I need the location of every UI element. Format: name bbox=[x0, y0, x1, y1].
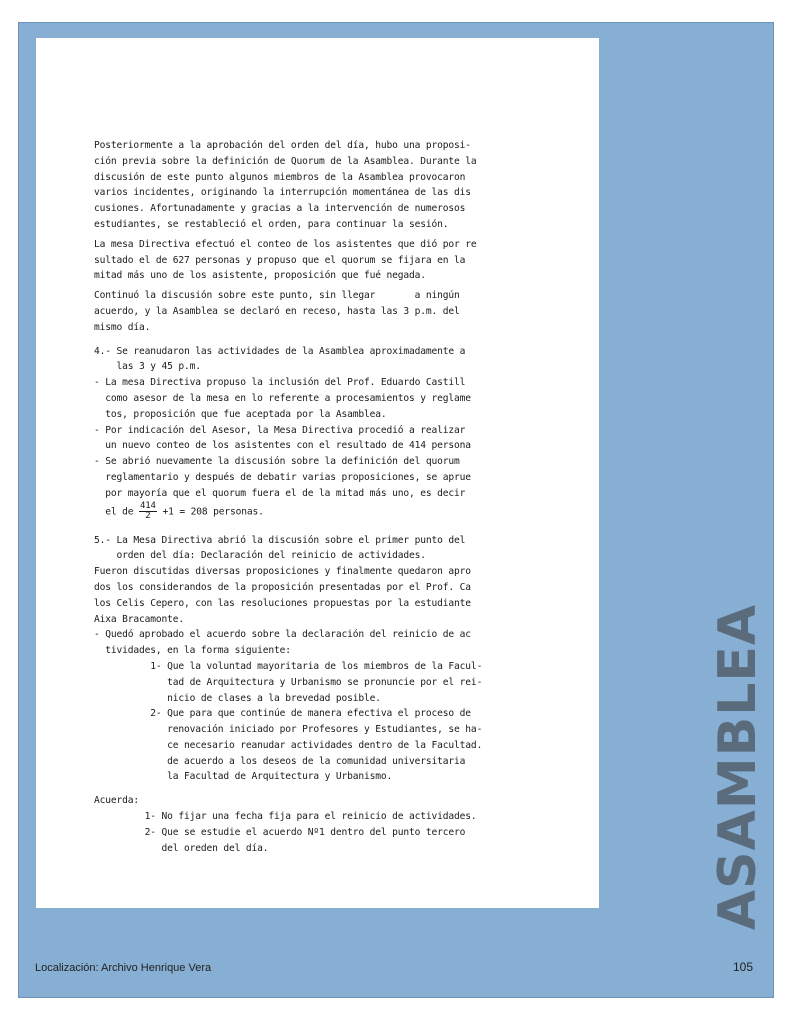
section5-line: renovación iniciado por Profesores y Estudiantes, se ha- bbox=[94, 724, 483, 736]
para1-line: estudiantes, se restableció el orden, para continuar la sesión. bbox=[94, 218, 449, 230]
para1-line: ción previa sobre la definición de Quorum de la Asamblea. Durante la bbox=[94, 155, 477, 167]
section4-line: 4.- Se reanudaron las actividades de la Asamblea aproximadamente a bbox=[94, 345, 466, 357]
page-number: 105 bbox=[733, 960, 754, 974]
para2-line: sultado el de 627 personas y propuso que el quorum se fijara en la bbox=[94, 254, 466, 266]
para2-line: La mesa Directiva efectuó el conteo de los asistentes que dió por re bbox=[94, 238, 477, 250]
section5-line: tad de Arquitectura y Urbanismo se pronuncie por el rei- bbox=[94, 676, 483, 688]
acuerda-line: Acuerda: bbox=[94, 795, 140, 807]
section5-line: la Facultad de Arquitectura y Urbanismo. bbox=[94, 771, 393, 783]
typewritten-text bbox=[94, 138, 539, 856]
formula-suffix: +1 = 208 personas. bbox=[156, 506, 264, 518]
fraction bbox=[139, 502, 157, 521]
formula-prefix: el de bbox=[94, 506, 140, 518]
acuerda-line: 1- No fijar una fecha fija para el reinicio de actividades. bbox=[94, 811, 477, 823]
side-title-text: ASAMBLEA bbox=[708, 603, 769, 931]
side-title bbox=[708, 603, 769, 931]
section5-line: los Celis Cepero, con las resoluciones propuestas por la estudiante bbox=[94, 597, 471, 609]
section5-line: orden del día: Declaración del reinicio de actividades. bbox=[94, 550, 426, 562]
para3-line: Continuó la discusión sobre este punto, sin llegar a ningún bbox=[94, 290, 460, 302]
section4-line: - Por indicación del Asesor, la Mesa Directiva procedió a realizar bbox=[94, 424, 466, 436]
section4-line: las 3 y 45 p.m. bbox=[94, 361, 201, 373]
acuerda-line: 2- Que se estudie el acuerdo Nº1 dentro del punto tercero bbox=[94, 826, 466, 838]
para1-line: Posteriormente a la aprobación del orden del día, hubo una proposi- bbox=[94, 140, 471, 151]
section5-line: Fueron discutidas diversas proposiciones y finalmente quedaron apro bbox=[94, 566, 471, 578]
fraction-denominator: 2 bbox=[145, 510, 151, 521]
section5-line: 1- Que la voluntad mayoritaria de los miembros de la Facul- bbox=[94, 660, 483, 672]
section5-line: Aixa Bracamonte. bbox=[94, 613, 185, 625]
section5-line: de acuerdo a los deseos de la comunidad universitaria bbox=[94, 755, 466, 767]
section4-line: reglamentario y después de debatir varias proposiciones, se aprue bbox=[94, 471, 471, 483]
section4-line: - La mesa Directiva propuso la inclusión del Prof. Eduardo Castill bbox=[94, 377, 466, 389]
section4-line: un nuevo conteo de los asistentes con el resultado de 414 persona bbox=[94, 440, 471, 452]
para1-line: discusión de este punto algunos miembros de la Asamblea provocaron bbox=[94, 171, 466, 183]
section4-line: como asesor de la mesa en lo referente a procesamientos y reglame bbox=[94, 392, 471, 404]
section5-line: - Quedó aprobado el acuerdo sobre la declaración del reinicio de ac bbox=[94, 629, 471, 641]
section5-line: tividades, en la forma siguiente: bbox=[94, 645, 291, 657]
section5-line: dos los considerandos de la proposición presentadas por el Prof. Ca bbox=[94, 581, 471, 593]
quorum-formula bbox=[94, 502, 539, 521]
document-scan bbox=[36, 38, 599, 908]
location-caption: Localización: Archivo Henrique Vera bbox=[35, 962, 212, 974]
section5-line: nicio de clases a la brevedad posible. bbox=[94, 692, 381, 704]
section4-line: por mayoría que el quorum fuera el de la mitad más uno, es decir bbox=[94, 487, 466, 499]
section5-line: 2- Que para que continúe de manera efectiva el proceso de bbox=[94, 708, 471, 720]
acuerda-line: del oreden del día. bbox=[94, 842, 269, 854]
section5-line: ce necesario reanudar actividades dentro de la Facultad. bbox=[94, 739, 483, 751]
section4-line: tos, proposición que fue aceptada por la Asamblea. bbox=[94, 408, 387, 420]
section5-line: 5.- La Mesa Directiva abrió la discusión sobre el primer punto del bbox=[94, 534, 466, 546]
para1-line: varios incidentes, originando la interrupción momentánea de las dis bbox=[94, 187, 471, 199]
para2-line: mitad más uno de los asistente, proposición que fué negada. bbox=[94, 270, 426, 282]
para1-line: cusiones. Afortunadamente y gracias a la intervención de numerosos bbox=[94, 203, 466, 215]
para3-line: mismo día. bbox=[94, 321, 151, 333]
fraction-numerator: 414 bbox=[140, 500, 156, 511]
para3-line: acuerdo, y la Asamblea se declaró en receso, hasta las 3 p.m. del bbox=[94, 305, 460, 317]
section4-line: - Se abrió nuevamente la discusión sobre la definición del quorum bbox=[94, 456, 460, 468]
